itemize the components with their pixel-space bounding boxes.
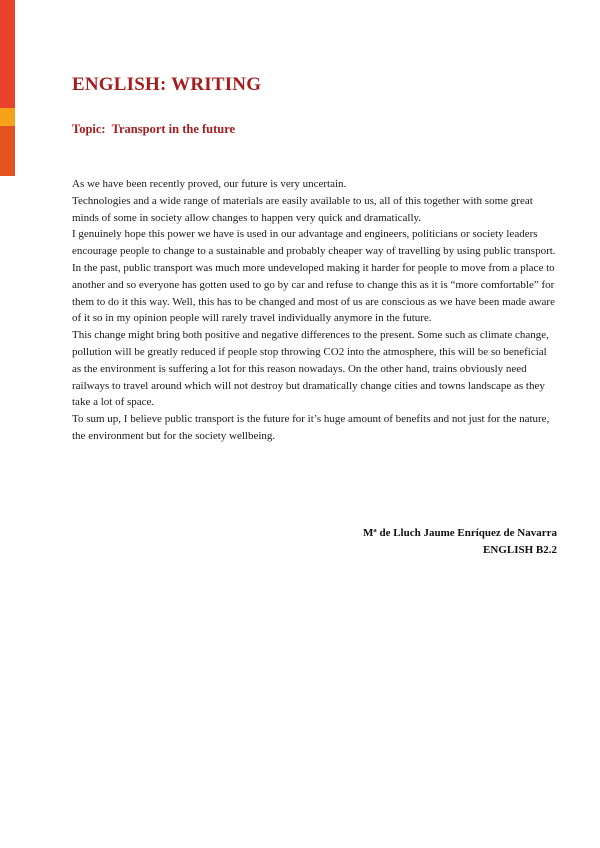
essay-paragraph: Technologies and a wide range of materials are easily available to us, all of this together with some great minds of some in society allow changes to happen very quick and dramatically. (72, 194, 533, 224)
essay-paragraph: As we have been recently proved, our future is very uncertain. (72, 178, 347, 190)
document-title: ENGLISH: WRITING (72, 74, 262, 95)
essay-paragraph: This change might bring both positive and negative differences to the present. Some such as climate change, pollution will be greatly reduced if people stop throwing CO2 into the atmosphere, this will be so beneficial as the environment is suffering a lot for this reason nowadays. On the other hand, trains obviously need railways to travel around which will not destroy but dramatically change cities and towns landscape as they take a lot of space. (72, 329, 549, 409)
author-name: Mª de Lluch Jaume Enríquez de Navarra (363, 527, 557, 539)
essay-body (72, 176, 558, 445)
edge-bar-dark-orange (0, 126, 15, 176)
essay-paragraph: I genuinely hope this power we have is used in our advantage and engineers, politicians or society leaders encourage people to change to a sustainable and probably cheaper way of travelling by using public transport. (72, 228, 556, 258)
topic-heading: Topic: Transport in the future (72, 122, 236, 136)
course-level: ENGLISH B2.2 (483, 543, 557, 556)
edge-bar-red (0, 0, 15, 108)
essay-paragraph: To sum up, I believe public transport is the future for it’s huge amount of benefits and not just for the nature, the environment but for the society wellbeing. (72, 413, 550, 442)
signature-block (363, 525, 557, 558)
essay-paragraph: In the past, public transport was much more undeveloped making it harder for people to move from a place to another and so everyone has gotten used to go by car and refuse to change this as it is “more comfortable” for them to do it this way. Well, this has to be changed and most of us are conscious as we have been made aware of it so in my opinion people will rarely travel individually anymore in the future. (72, 261, 555, 325)
edge-bar-orange (0, 108, 15, 126)
